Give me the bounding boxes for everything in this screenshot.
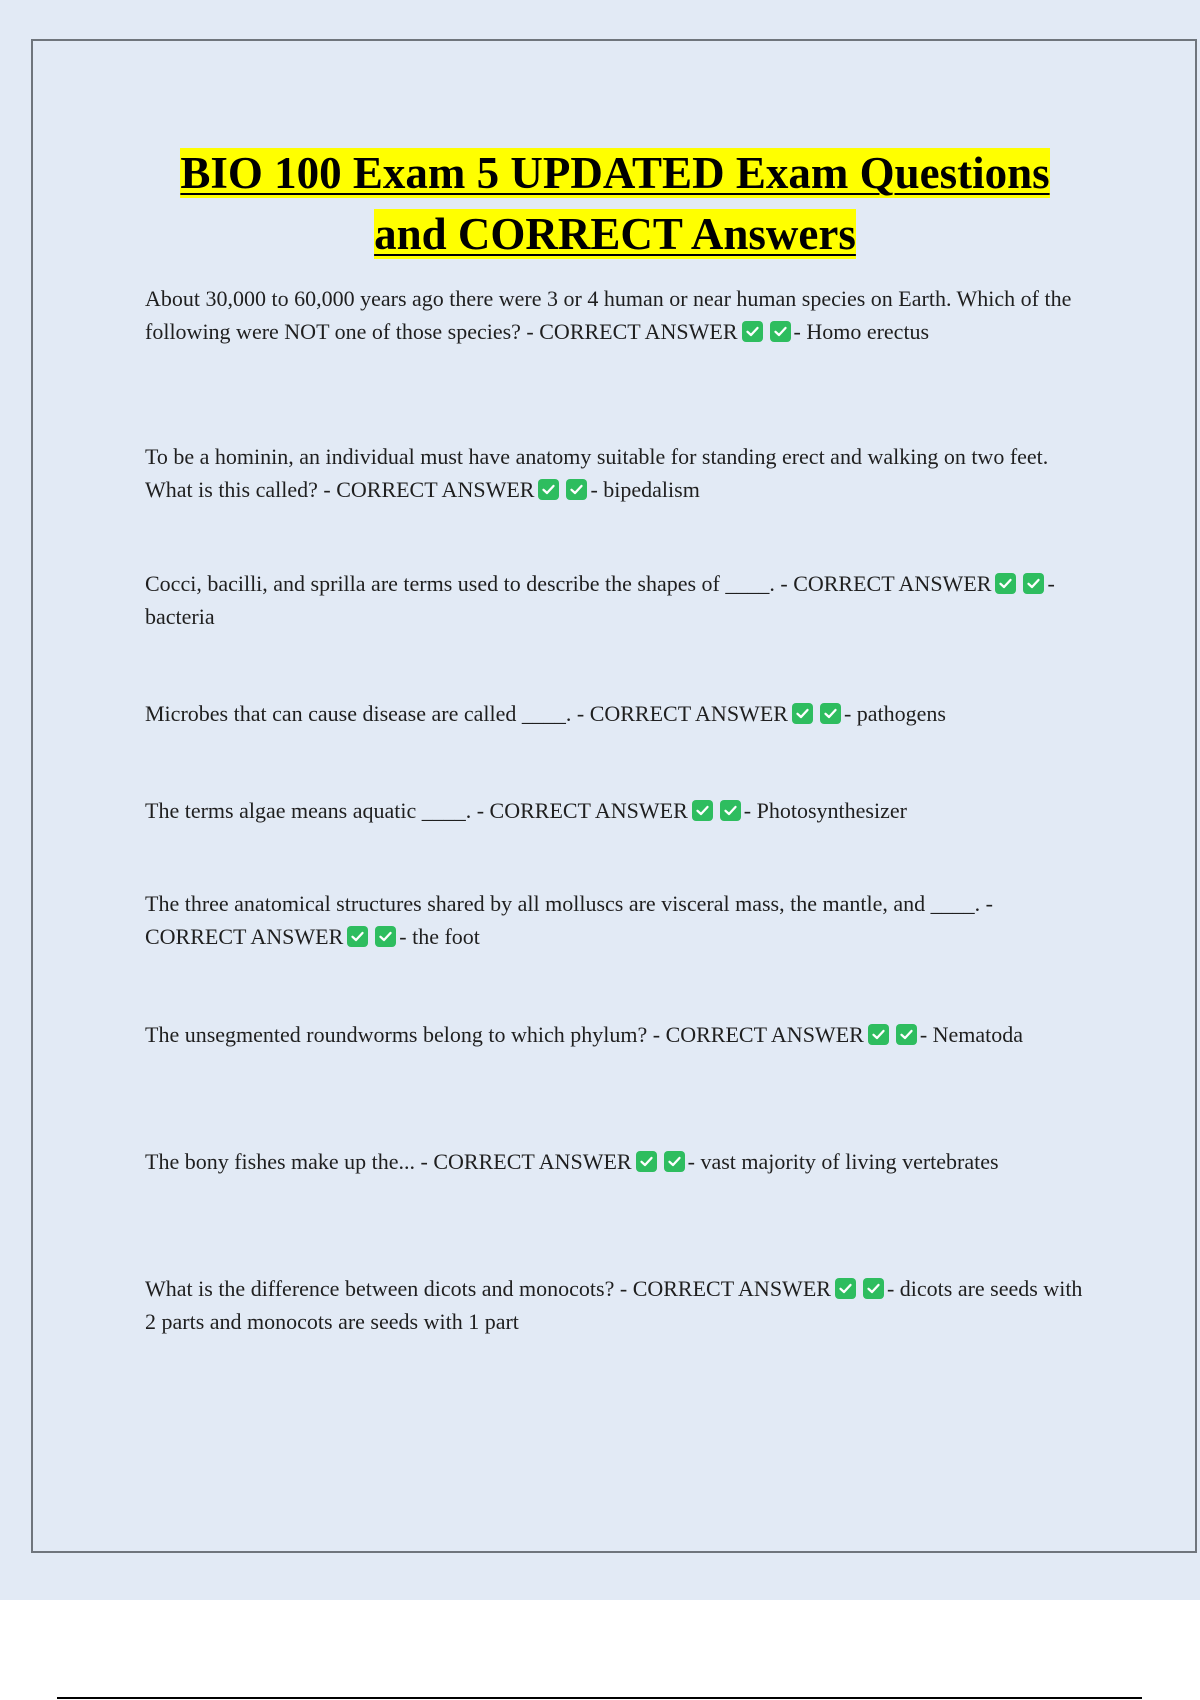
question-text: The terms algae means aquatic ____. - CORRECT ANSWER [145,798,688,823]
answer-text: - bacteria [145,571,1055,629]
check-mark-icon [1023,573,1044,594]
qa-item-6 [145,887,1090,953]
check-mark-icon [863,1278,884,1299]
question-text: About 30,000 to 60,000 years ago there were 3 or 4 human or near human species on Earth. Which of the following were NOT one of those species? - CORRECT ANSWER [145,286,1072,344]
bottom-divider [57,1697,1142,1699]
question-text: To be a hominin, an individual must have anatomy suitable for standing erect and walking on two feet. What is this called? - CORRECT ANSWER [145,444,1049,502]
check-mark-icon [995,573,1016,594]
answer-text: - bipedalism [590,477,700,502]
check-mark-icon [792,703,813,724]
answer-text: - vast majority of living vertebrates [687,1149,999,1174]
title-line-1: BIO 100 Exam 5 UPDATED Exam Questions [180,148,1050,198]
question-text: The bony fishes make up the... - CORRECT ANSWER [145,1149,632,1174]
question-text: Cocci, bacilli, and sprilla are terms used to describe the shapes of ____. - CORRECT ANSWER [145,571,992,596]
question-text: The three anatomical structures shared by all molluscs are visceral mass, the mantle, and ____. - CORRECT ANSWER [145,891,993,949]
check-mark-icon [538,479,559,500]
question-text: What is the difference between dicots and monocots? - CORRECT ANSWER [145,1276,831,1301]
check-mark-icon [820,703,841,724]
check-mark-icon [896,1024,917,1045]
question-text: Microbes that can cause disease are called ____. - CORRECT ANSWER [145,701,788,726]
qa-item-9 [145,1272,1090,1338]
check-mark-icon [347,926,368,947]
question-text: The unsegmented roundworms belong to which phylum? - CORRECT ANSWER [145,1022,864,1047]
check-mark-icon [566,479,587,500]
check-mark-icon [742,321,763,342]
answer-text: - pathogens [843,701,946,726]
check-mark-icon [664,1151,685,1172]
check-mark-icon [868,1024,889,1045]
qa-item-7 [145,1018,1090,1051]
qa-item-2 [145,440,1090,506]
check-mark-icon [692,800,713,821]
document-title [130,143,1100,265]
answer-text: - Homo erectus [793,319,930,344]
answer-text: - dicots are seeds with 2 parts and monocots are seeds with 1 part [145,1276,1083,1334]
answer-text: - the foot [399,924,480,949]
check-mark-icon [835,1278,856,1299]
check-mark-icon [375,926,396,947]
check-mark-icon [636,1151,657,1172]
answer-text: - Photosynthesizer [743,798,907,823]
qa-item-8 [145,1145,1090,1178]
check-mark-icon [720,800,741,821]
check-mark-icon [770,321,791,342]
qa-item-5 [145,794,1090,827]
qa-item-3 [145,567,1090,633]
qa-item-1 [145,282,1090,348]
answer-text: - Nematoda [919,1022,1024,1047]
qa-item-4 [145,697,1090,730]
title-line-2: and CORRECT Answers [374,209,856,259]
